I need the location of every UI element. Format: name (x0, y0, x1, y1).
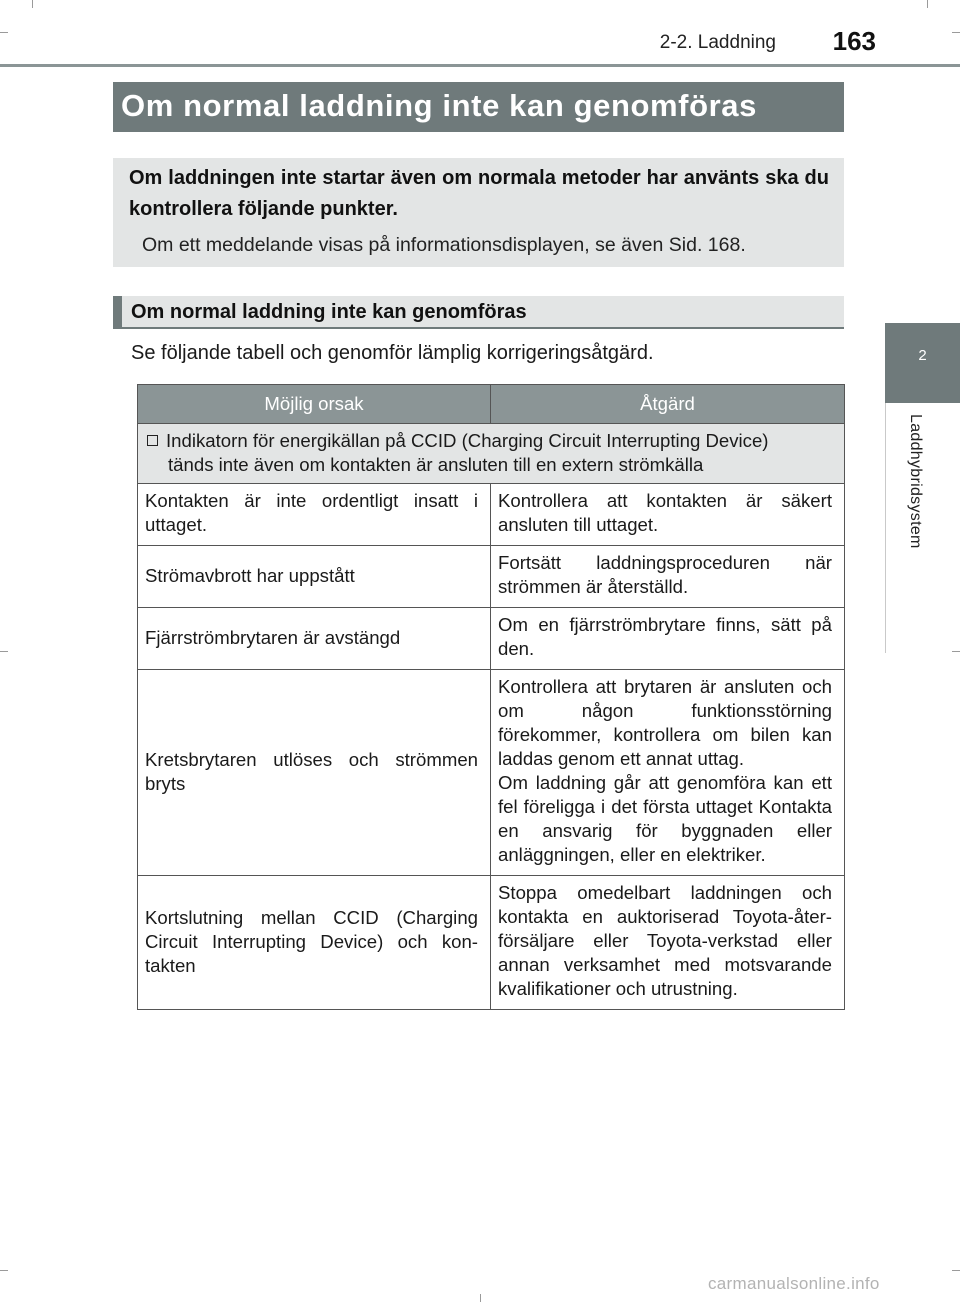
table-header-row (138, 385, 845, 424)
chapter-tab: 2 (885, 323, 960, 403)
cause-cell: Kortslutning mellan CCID (Charging Circuit Interrupting Device) och kon-takten (138, 876, 491, 1010)
cause-cell: Fjärrströmbrytaren är avstängd (138, 608, 491, 670)
subsection-heading (113, 296, 844, 329)
group-cell (138, 424, 845, 484)
table-row (138, 484, 845, 546)
subsection-title: Om normal laddning inte kan genomföras (131, 301, 527, 323)
cause-cell: Strömavbrott har uppstått (138, 546, 491, 608)
action-cell (491, 670, 845, 876)
crop-mark (927, 0, 928, 8)
summary-box (113, 158, 844, 267)
action-text: Kontrollera att brytaren är ansluten och om någon funktionsstörning förekommer, kontrollera om bilen kan laddas genom ett annat uttag. (498, 676, 832, 769)
chapter-label: Laddhybridsystem (907, 414, 924, 549)
cause-cell: Kontakten är inte ordentligt insatt i uttaget. (138, 484, 491, 546)
group-heading-line-2: tänds inte även om kontakten är ansluten till en extern strömkälla (168, 454, 704, 475)
crop-mark (32, 0, 33, 8)
crop-mark (0, 651, 8, 652)
checkbox-bullet-icon (147, 435, 158, 446)
crop-mark (952, 651, 960, 652)
main-title: Om normal laddning inte kan genomföras (113, 82, 844, 132)
action-cell: Fortsätt laddningsproceduren när strömmen är återställd. (491, 546, 845, 608)
crop-mark (0, 1270, 8, 1271)
table-row (138, 670, 845, 876)
subsection-accent-bar (113, 296, 122, 327)
cause-cell: Kretsbrytaren utlöses och strömmen bryts (138, 670, 491, 876)
troubleshooting-table (137, 384, 845, 1010)
page-number: 163 (832, 26, 876, 56)
crop-mark (480, 1294, 481, 1302)
running-header-section: 2-2. Laddning (659, 32, 776, 53)
summary-bold-text: Om laddningen inte startar även om normala metoder har använts ska du kontrollera följande punkter. (129, 167, 829, 220)
watermark: carmanualsonline.info (708, 1274, 880, 1293)
side-divider (885, 403, 886, 653)
column-header-cause: Möjlig orsak (138, 385, 491, 424)
group-heading-line-1: Indikatorn för energikällan på CCID (Charging Circuit Interrupting Device) (166, 430, 769, 451)
crop-mark (952, 1270, 960, 1271)
intro-text: Se följande tabell och genomför lämplig korrigeringsåtgärd. (131, 342, 654, 364)
action-text-extra: Om laddning går att genomföra kan ett fel föreligga i det första uttaget Kontakta en ansvarig för byggnaden eller anläggningen, eller en elektriker. (498, 772, 832, 865)
table-row (138, 546, 845, 608)
summary-note: Om ett meddelande visas på informationsdisplayen, se även Sid. 168. (142, 234, 746, 256)
header-rule (0, 64, 960, 67)
action-cell: Kontrollera att kontakten är säkert ansluten till uttaget. (491, 484, 845, 546)
column-header-action: Åtgärd (491, 385, 845, 424)
crop-mark (0, 32, 8, 33)
crop-mark (952, 32, 960, 33)
action-cell: Stoppa omedelbart laddningen och kontakta en auktoriserad Toyota-åter-försäljare eller Toyota-verkstad eller annan verksamhet med motsvarande kvalifikationer och utrustning. (491, 876, 845, 1010)
table-row (138, 876, 845, 1010)
action-cell: Om en fjärrströmbrytare finns, sätt på den. (491, 608, 845, 670)
table-row (138, 608, 845, 670)
table-group-row (138, 424, 845, 484)
